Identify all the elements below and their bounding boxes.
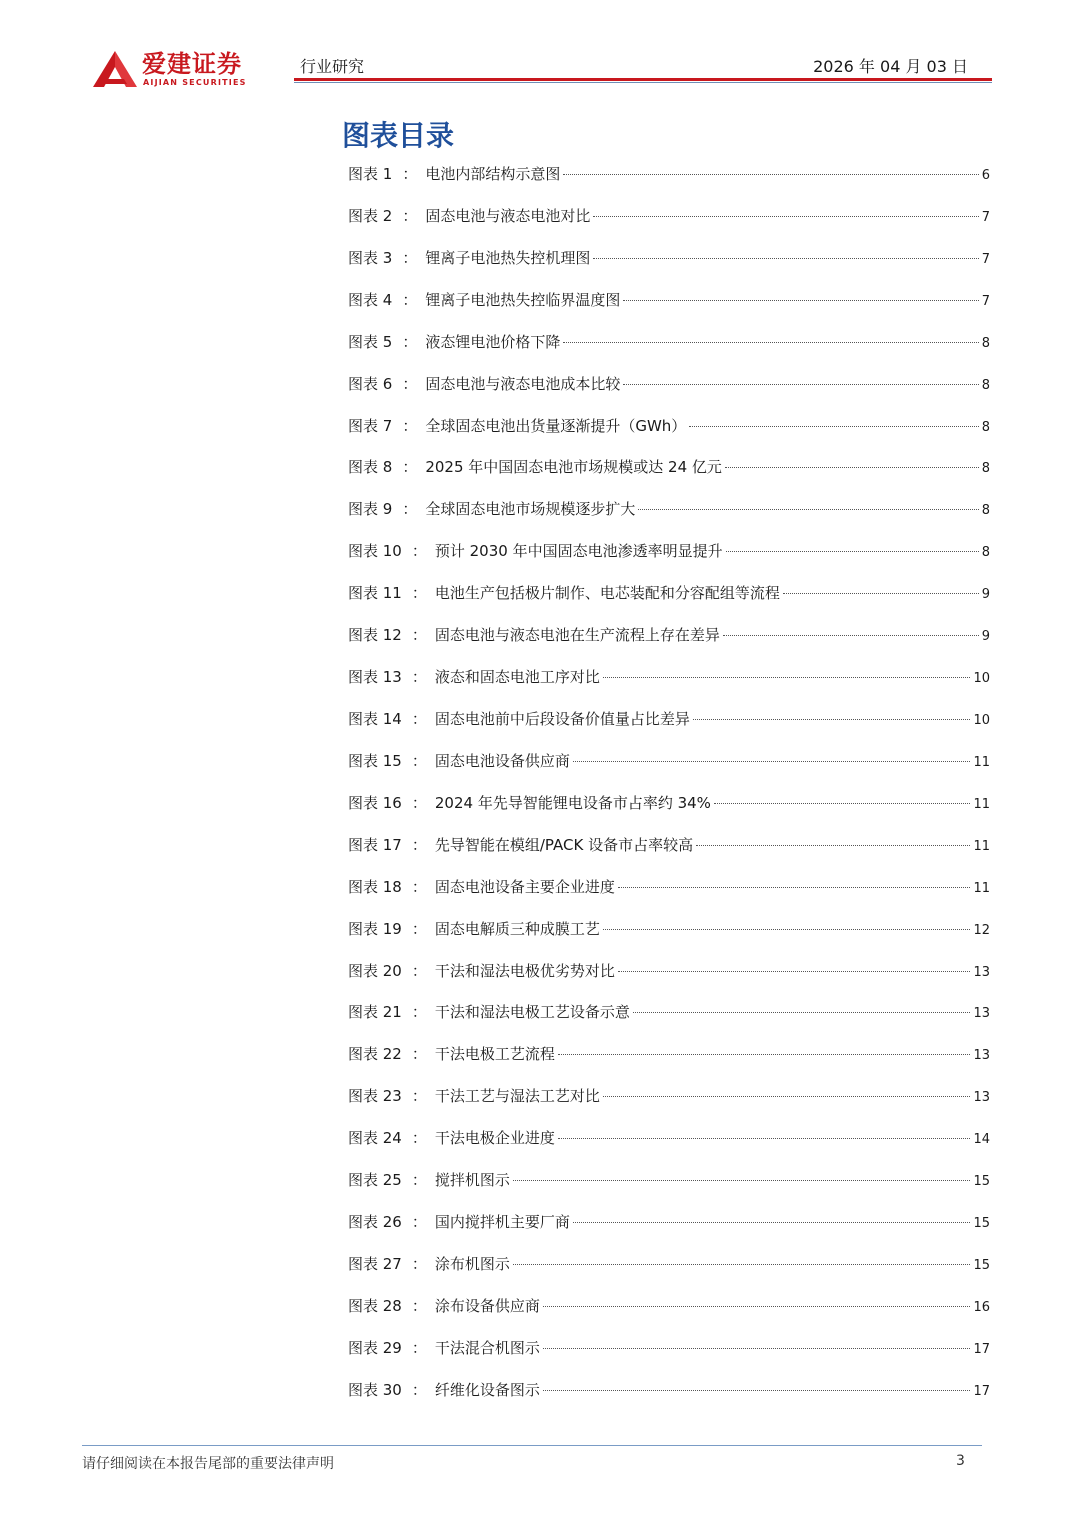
toc-entry[interactable]	[348, 789, 990, 831]
toc-entry-caption: 纤维化设备图示	[434, 1380, 540, 1399]
toc-entry-page: 8	[981, 503, 990, 519]
toc-dot-leader	[543, 1348, 971, 1349]
toc-entry-page: 13	[973, 964, 990, 980]
toc-entry-separator: ：	[411, 542, 427, 561]
toc-entry-page: 15	[973, 1174, 990, 1190]
toc-entry[interactable]	[348, 244, 990, 286]
toc-dot-leader	[696, 845, 970, 846]
toc-entry-label: 图表 25	[348, 1171, 402, 1190]
toc-entry-separator: ：	[411, 919, 427, 938]
toc-entry-page: 17	[973, 1383, 990, 1399]
toc-entry-label: 图表 17	[348, 835, 402, 854]
toc-entry-caption: 2024 年先导智能锂电设备市占率约 34%	[434, 793, 711, 812]
toc-dot-leader	[633, 1012, 971, 1013]
toc-entry-label: 图表 15	[348, 751, 402, 770]
toc-entry[interactable]	[348, 1040, 990, 1082]
toc-entry-label: 图表 14	[348, 709, 402, 728]
toc-entry-separator: ：	[402, 165, 418, 183]
toc-entry-caption: 锂离子电池热失控机理图	[425, 248, 591, 267]
toc-entry-page: 12	[973, 922, 990, 938]
toc-entry-caption: 干法工艺与湿法工艺对比	[434, 1087, 600, 1106]
toc-entry-label: 图表 8	[348, 458, 393, 477]
toc-entry-page: 16	[973, 1299, 990, 1315]
toc-entry[interactable]	[348, 747, 990, 789]
toc-entry-separator: ：	[411, 1338, 427, 1357]
toc-entry[interactable]	[348, 1082, 990, 1124]
toc-entry-separator: ：	[402, 374, 418, 393]
toc-entry-page: 15	[973, 1216, 990, 1232]
toc-entry[interactable]	[348, 663, 990, 705]
toc-entry-caption: 固态电解质三种成膜工艺	[434, 919, 600, 938]
toc-entry[interactable]	[348, 453, 990, 495]
toc-entry-page: 11	[973, 754, 990, 770]
toc-entry-caption: 锂离子电池热失控临界温度图	[425, 290, 621, 309]
report-category: 行业研究	[300, 57, 365, 76]
toc-entry-separator: ：	[411, 1380, 427, 1399]
toc-entry-page: 10	[973, 712, 990, 728]
toc-entry-label: 图表 9	[348, 500, 393, 519]
toc-entry[interactable]	[348, 915, 990, 957]
toc-entry-caption: 干法混合机图示	[434, 1338, 540, 1357]
toc-entry[interactable]	[348, 1250, 990, 1292]
toc-entry-label: 图表 20	[348, 961, 402, 980]
toc-entry-separator: ：	[402, 290, 418, 309]
toc-entry-label: 图表 4	[348, 290, 393, 309]
toc-entry-page: 11	[973, 880, 990, 896]
toc-entry[interactable]	[348, 957, 990, 999]
header-divider	[294, 78, 992, 81]
toc-entry-separator: ：	[402, 206, 418, 225]
toc-dot-leader	[714, 803, 971, 804]
toc-entry-separator: ：	[402, 248, 418, 267]
toc-entry[interactable]	[348, 202, 990, 244]
toc-entry-caption: 干法电极企业进度	[434, 1129, 555, 1148]
toc-entry-caption: 干法和湿法电极工艺设备示意	[434, 1003, 630, 1022]
toc-entry-label: 图表 21	[348, 1003, 402, 1022]
toc-entry-caption: 搅拌机图示	[434, 1171, 510, 1190]
toc-entry-separator: ：	[411, 1129, 427, 1148]
toc-entry-page: 9	[981, 587, 990, 603]
toc-entry-caption: 固态电池前中后段设备价值量占比差异	[434, 709, 690, 728]
toc-entry-label: 图表 13	[348, 668, 402, 687]
toc-entry-label: 图表 24	[348, 1129, 402, 1148]
toc-entry-page: 13	[973, 1090, 990, 1106]
toc-entry-label: 图表 12	[348, 626, 402, 645]
toc-entry-page: 8	[981, 545, 990, 561]
toc-entry-label: 图表 30	[348, 1380, 402, 1399]
toc-entry-page: 17	[973, 1341, 990, 1357]
toc-entry-separator: ：	[411, 793, 427, 812]
toc-entry[interactable]	[348, 328, 990, 370]
toc-entry-label: 图表 10	[348, 542, 402, 561]
toc-entry-label: 图表 6	[348, 374, 393, 393]
toc-dot-leader	[573, 761, 971, 762]
toc-dot-leader	[693, 719, 971, 720]
toc-dot-leader	[563, 174, 978, 175]
toc-entry-separator: ：	[411, 1171, 427, 1190]
toc-entry-separator: ：	[411, 668, 427, 687]
toc-dot-leader	[543, 1306, 971, 1307]
toc-dot-leader	[726, 551, 979, 552]
toc-entry-label: 图表 2	[348, 206, 393, 225]
toc-entry-caption: 固态电池与液态电池对比	[425, 206, 591, 225]
toc-entry-separator: ：	[411, 709, 427, 728]
toc-entry-separator: ：	[411, 1087, 427, 1106]
toc-title: 图表目录	[342, 119, 455, 152]
toc-entry-page: 7	[981, 293, 990, 309]
toc-entry-page: 7	[981, 251, 990, 267]
toc-entry[interactable]	[348, 1124, 990, 1166]
toc-entry-caption: 电池内部结构示意图	[425, 165, 561, 183]
toc-entry-page: 15	[973, 1257, 990, 1273]
toc-entry-label: 图表 7	[348, 416, 393, 435]
toc-entry-page: 7	[981, 209, 990, 225]
toc-entry-caption: 固态电池与液态电池成本比较	[425, 374, 621, 393]
toc-entry[interactable]	[348, 412, 990, 454]
toc-dot-leader	[513, 1264, 971, 1265]
toc-entry-separator: ：	[411, 835, 427, 854]
toc-entry-caption: 固态电池设备主要企业进度	[434, 877, 615, 896]
toc-entry-caption: 国内搅拌机主要厂商	[434, 1213, 570, 1232]
toc-dot-leader	[603, 929, 971, 930]
toc-entry-label: 图表 1	[348, 165, 393, 183]
toc-entry-label: 图表 29	[348, 1338, 402, 1357]
toc-entry[interactable]	[348, 1376, 990, 1418]
toc-dot-leader	[513, 1180, 971, 1181]
toc-entry-separator: ：	[411, 751, 427, 770]
toc-entry[interactable]	[348, 1334, 990, 1376]
toc-entry-separator: ：	[402, 458, 418, 477]
toc-entry-caption: 固态电池设备供应商	[434, 751, 570, 770]
toc-entry-caption: 液态和固态电池工序对比	[434, 668, 600, 687]
company-logo	[92, 50, 262, 90]
toc-entry-separator: ：	[411, 877, 427, 896]
toc-entry[interactable]	[348, 370, 990, 412]
toc-entry-caption: 2025 年中国固态电池市场规模或达 24 亿元	[425, 458, 722, 477]
toc-entry-label: 图表 28	[348, 1296, 402, 1315]
toc-entry-separator: ：	[411, 1045, 427, 1064]
toc-entry-separator: ：	[402, 416, 418, 435]
toc-entry-label: 图表 26	[348, 1213, 402, 1232]
toc-dot-leader	[638, 509, 978, 510]
toc-entry[interactable]	[348, 873, 990, 915]
toc-entry-label: 图表 18	[348, 877, 402, 896]
toc-entry[interactable]	[348, 579, 990, 621]
toc-entry[interactable]	[348, 1166, 990, 1208]
logo-mark-icon	[92, 50, 138, 88]
report-date: 2026 年 04 月 03 日	[813, 57, 968, 76]
toc-entry-page: 8	[981, 461, 990, 477]
toc-dot-leader	[783, 593, 979, 594]
toc-entry[interactable]	[348, 831, 990, 873]
toc-entry-separator: ：	[411, 1296, 427, 1315]
toc-entry-label: 图表 27	[348, 1254, 402, 1273]
toc-entry-separator: ：	[402, 332, 418, 351]
toc-entry-label: 图表 19	[348, 919, 402, 938]
toc-entry-caption: 电池生产包括极片制作、电芯装配和分容配组等流程	[434, 584, 780, 603]
toc-entry-caption: 涂布机图示	[434, 1254, 510, 1273]
toc-entry-label: 图表 5	[348, 332, 393, 351]
toc-entry-page: 11	[973, 838, 990, 854]
toc-entry-page: 11	[973, 796, 990, 812]
toc-entry-caption: 固态电池与液态电池在生产流程上存在差异	[434, 626, 720, 645]
toc-entry-page: 9	[981, 629, 990, 645]
toc-entry-page: 14	[973, 1132, 990, 1148]
toc-entry-caption: 涂布设备供应商	[434, 1296, 540, 1315]
toc-entry-label: 图表 11	[348, 584, 402, 603]
toc-dot-leader	[689, 426, 978, 427]
footer-divider	[82, 1445, 982, 1446]
toc-dot-leader	[723, 635, 979, 636]
toc-entry-caption: 干法和湿法电极优劣势对比	[434, 961, 615, 980]
toc-entry-separator: ：	[402, 500, 418, 519]
toc-dot-leader	[558, 1054, 971, 1055]
toc-entry-separator: ：	[411, 961, 427, 980]
toc-entry[interactable]	[348, 495, 990, 537]
logo-text-en: AIJIAN SECURITIES	[143, 78, 247, 87]
toc-dot-leader	[593, 258, 978, 259]
toc-entry[interactable]	[348, 160, 990, 202]
toc-entry-label: 图表 16	[348, 793, 402, 812]
toc-dot-leader	[593, 216, 978, 217]
toc-entry[interactable]	[348, 705, 990, 747]
legal-disclaimer: 请仔细阅读在本报告尾部的重要法律声明	[82, 1456, 334, 1472]
toc-list	[348, 160, 990, 1418]
page-header	[0, 0, 1080, 100]
toc-entry-page: 8	[981, 419, 990, 435]
toc-entry-caption: 全球固态电池出货量逐渐提升（GWh）	[425, 416, 687, 435]
toc-dot-leader	[563, 342, 978, 343]
toc-entry-page: 13	[973, 1006, 990, 1022]
toc-dot-leader	[623, 300, 978, 301]
toc-entry[interactable]	[348, 998, 990, 1040]
toc-dot-leader	[618, 971, 971, 972]
toc-entry-separator: ：	[411, 1213, 427, 1232]
page-number: 3	[956, 1453, 965, 1469]
toc-dot-leader	[603, 1096, 971, 1097]
toc-entry-page: 8	[981, 377, 990, 393]
toc-entry-label: 图表 3	[348, 248, 393, 267]
toc-dot-leader	[543, 1390, 971, 1391]
toc-entry-caption: 液态锂电池价格下降	[425, 332, 561, 351]
toc-entry[interactable]	[348, 537, 990, 579]
toc-dot-leader	[623, 384, 978, 385]
toc-dot-leader	[725, 467, 979, 468]
toc-entry-label: 图表 22	[348, 1045, 402, 1064]
toc-entry[interactable]	[348, 286, 990, 328]
toc-dot-leader	[558, 1138, 971, 1139]
toc-entry[interactable]	[348, 1208, 990, 1250]
toc-entry-separator: ：	[411, 1003, 427, 1022]
toc-entry-caption: 全球固态电池市场规模逐步扩大	[425, 500, 636, 519]
toc-entry-page: 6	[981, 168, 990, 183]
toc-entry-caption: 先导智能在模组/PACK 设备市占率较高	[434, 835, 694, 854]
toc-entry[interactable]	[348, 621, 990, 663]
toc-entry-page: 10	[973, 671, 990, 687]
toc-entry-page: 8	[981, 335, 990, 351]
toc-entry-page: 13	[973, 1048, 990, 1064]
toc-dot-leader	[618, 887, 971, 888]
toc-entry[interactable]	[348, 1292, 990, 1334]
toc-entry-separator: ：	[411, 584, 427, 603]
toc-entry-separator: ：	[411, 1254, 427, 1273]
toc-dot-leader	[573, 1222, 971, 1223]
toc-dot-leader	[603, 677, 971, 678]
toc-entry-caption: 预计 2030 年中国固态电池渗透率明显提升	[434, 542, 723, 561]
header-divider-thin	[294, 82, 992, 83]
toc-entry-separator: ：	[411, 626, 427, 645]
toc-entry-label: 图表 23	[348, 1087, 402, 1106]
logo-text-cn: 爱建证券	[142, 50, 242, 78]
toc-entry-caption: 干法电极工艺流程	[434, 1045, 555, 1064]
